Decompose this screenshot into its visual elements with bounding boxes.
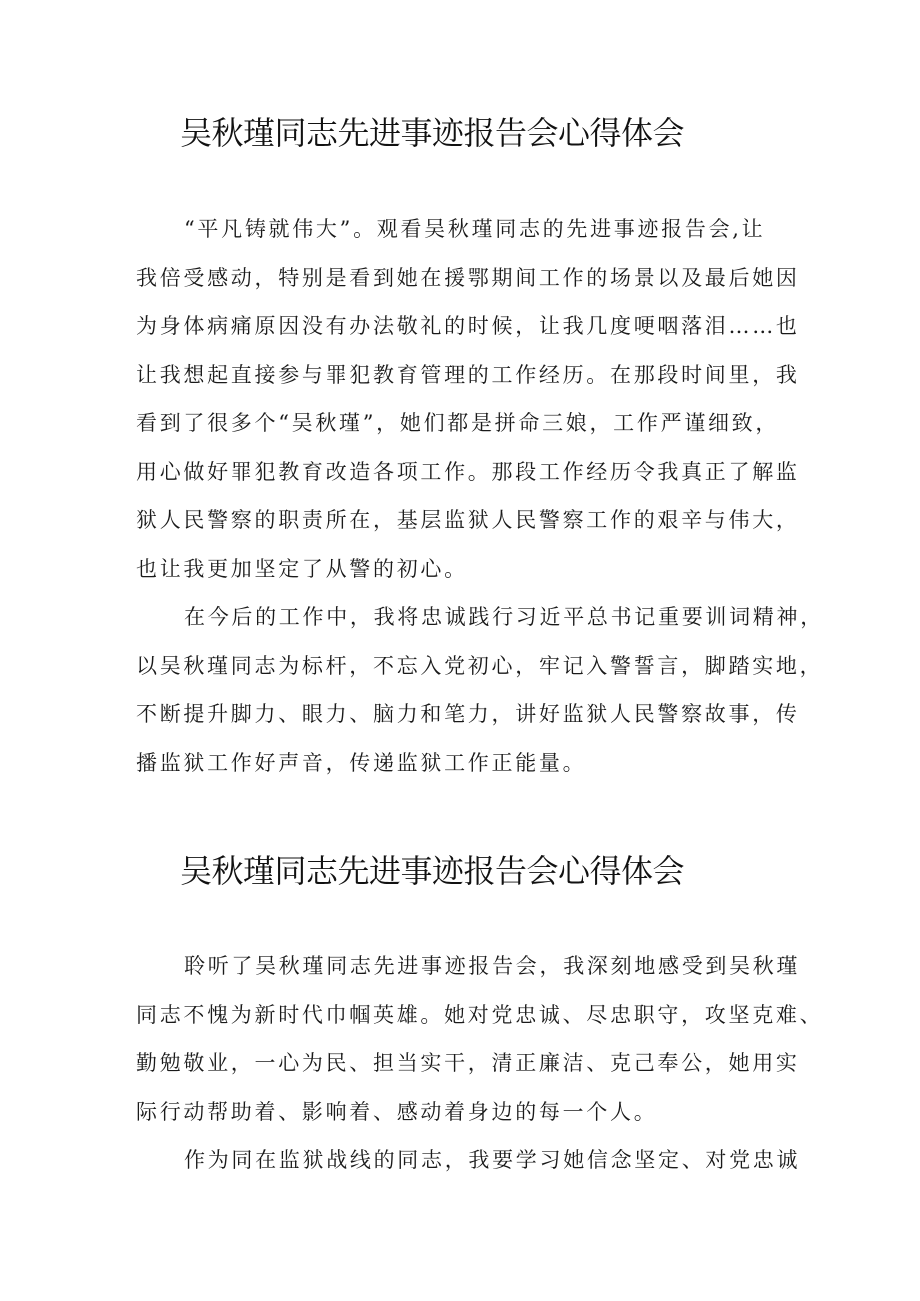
article-2-line: 聆听了吴秋瑾同志先进事迹报告会，我深刻地感受到吴秋瑾	[184, 954, 801, 978]
article-1-line: 以吴秋瑾同志为标杆，不忘入党初心，牢记入警誓言，脚踏实地，	[136, 653, 824, 678]
article-1-line: 播监狱工作好声音，传递监狱工作正能量。	[136, 750, 587, 775]
article-2-line: 作为同在监狱战线的同志，我要学习她信念坚定、对党忠诚	[184, 1148, 801, 1172]
article-1-line: 让我想起直接参与罪犯教育管理的工作经历。在那段时间里，我	[136, 362, 800, 387]
article-2-line: 际行动帮助着、影响着、感动着身边的每一个人。	[136, 1099, 658, 1124]
article-2-line: 勤勉敬业，一心为民、担当实干，清正廉洁、克己奉公，她用实	[136, 1051, 800, 1075]
article-1-line: 也让我更加坚定了从警的初心。	[136, 556, 468, 581]
article-1-line: 看到了很多个“吴秋瑾”，她们都是拼命三娘，工作严谨细致，	[136, 411, 780, 435]
article-1-line: 在今后的工作中，我将忠诚践行习近平总书记重要训词精神，	[184, 605, 824, 629]
article-1-line: 用心做好罪犯教育改造各项工作。那段工作经历令我真正了解监	[136, 459, 800, 484]
article-1-line: 不断提升脚力、眼力、脑力和笔力，讲好监狱人民警察故事，传	[136, 702, 800, 726]
article-1-line: “平凡铸就伟大”。观看吴秋瑾同志的先进事迹报告会,让	[184, 217, 766, 241]
article-2-title: 吴秋瑾同志先进事迹报告会心得体会	[180, 852, 685, 890]
article-1-line: 狱人民警察的职责所在，基层监狱人民警察工作的艰辛与伟大，	[136, 508, 800, 532]
article-1-body	[136, 205, 824, 787]
article-1-line: 为身体病痛原因没有办法敬礼的时候，让我几度哽咽落泪……也	[136, 314, 800, 338]
article-1-title: 吴秋瑾同志先进事迹报告会心得体会	[180, 114, 685, 152]
article-2-body	[136, 942, 824, 1185]
article-2-line: 同志不愧为新时代巾帼英雄。她对党忠诚、尽忠职守，攻坚克难、	[136, 1002, 824, 1027]
article-1-line: 我倍受感动，特别是看到她在援鄂期间工作的场景以及最后她因	[136, 265, 800, 290]
